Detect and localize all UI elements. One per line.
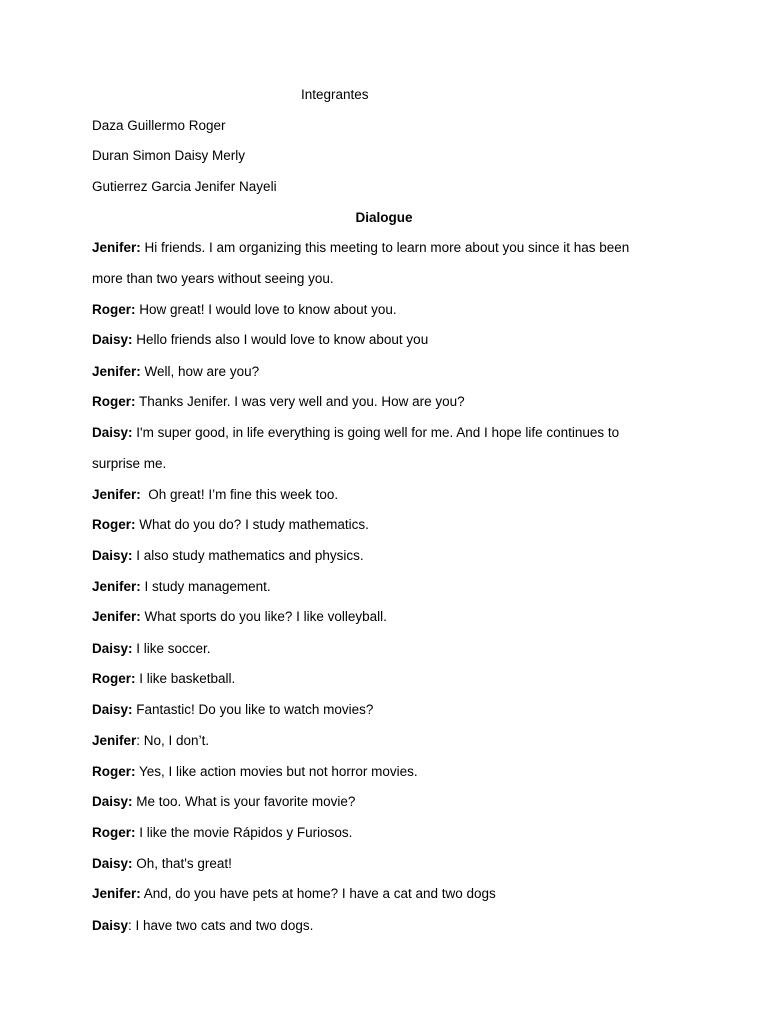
member-name: Duran Simon Daisy Merly xyxy=(92,148,246,163)
speaker-name: Roger: xyxy=(92,517,136,532)
dialogue-line xyxy=(92,516,369,534)
dialogue-text: Thanks Jenifer. I was very well and you. How are you? xyxy=(135,394,465,409)
dialogue-line xyxy=(92,331,428,349)
dialogue-text: Well, how are you? xyxy=(140,364,260,379)
speaker-name: Daisy: xyxy=(92,548,133,563)
dialogue-text: I study management. xyxy=(140,579,271,594)
speaker-name: Jenifer: xyxy=(92,364,141,379)
dialogue-text: I'm super good, in life everything is going well for me. And I hope life continues to xyxy=(132,425,620,440)
dialogue-heading: Dialogue xyxy=(355,210,413,225)
dialogue-line xyxy=(92,455,166,473)
dialogue-line xyxy=(92,608,387,626)
dialogue-text: I like the movie Rápidos y Furiosos. xyxy=(135,825,353,840)
dialogue-line xyxy=(92,547,364,565)
dialogue-text: Fantastic! Do you like to watch movies? xyxy=(132,702,374,717)
speaker-name: Jenifer: xyxy=(92,487,141,502)
dialogue-line xyxy=(92,640,211,658)
dialogue-line xyxy=(92,917,313,935)
speaker-name: Daisy: xyxy=(92,702,133,717)
dialogue-text: How great! I would love to know about you. xyxy=(135,302,397,317)
dialogue-text: I also study mathematics and physics. xyxy=(132,548,364,563)
speaker-name: Roger: xyxy=(92,302,136,317)
dialogue-line xyxy=(92,486,338,504)
dialogue-line xyxy=(92,732,209,750)
dialogue-line xyxy=(92,701,373,719)
dialogue-line xyxy=(92,301,397,319)
dialogue-text: And, do you have pets at home? I have a cat and two dogs xyxy=(140,886,496,901)
dialogue-text: I like basketball. xyxy=(135,671,236,686)
dialogue-line xyxy=(92,578,271,596)
speaker-name: Jenifer: xyxy=(92,609,141,624)
dialogue-text: : No, I don’t. xyxy=(136,733,210,748)
speaker-name: Roger: xyxy=(92,671,136,686)
dialogue-text: Oh, that's great! xyxy=(132,856,232,871)
speaker-name: Daisy: xyxy=(92,794,133,809)
speaker-name: Daisy: xyxy=(92,641,133,656)
dialogue-line xyxy=(92,393,465,411)
dialogue-line xyxy=(92,885,496,903)
dialogue-line xyxy=(92,855,232,873)
speaker-name: Jenifer: xyxy=(92,886,141,901)
dialogue-text: I like soccer. xyxy=(132,641,211,656)
dialogue-text: surprise me. xyxy=(92,456,167,471)
dialogue-line xyxy=(92,763,418,781)
speaker-name: Jenifer xyxy=(92,733,137,748)
dialogue-line xyxy=(92,239,629,257)
speaker-name: Roger: xyxy=(92,394,136,409)
dialogue-text: Hello friends also I would love to know about you xyxy=(132,332,429,347)
speaker-name: Jenifer: xyxy=(92,579,141,594)
dialogue-text: Yes, I like action movies but not horror movies. xyxy=(135,764,418,779)
dialogue-line xyxy=(92,363,259,381)
dialogue-text: : I have two cats and two dogs. xyxy=(128,918,314,933)
speaker-name: Daisy: xyxy=(92,332,133,347)
dialogue-line xyxy=(92,793,355,811)
dialogue-line xyxy=(92,670,235,688)
member-name: Gutierrez Garcia Jenifer Nayeli xyxy=(92,179,277,194)
dialogue-text: What do you do? I study mathematics. xyxy=(135,517,369,532)
speaker-name: Daisy xyxy=(92,918,129,933)
speaker-name: Roger: xyxy=(92,825,136,840)
dialogue-line xyxy=(92,424,619,442)
dialogue-line xyxy=(92,270,334,288)
dialogue-text: Oh great! I’m fine this week too. xyxy=(140,487,339,502)
dialogue-text: more than two years without seeing you. xyxy=(92,271,334,286)
speaker-name: Roger: xyxy=(92,764,136,779)
document-title: Integrantes xyxy=(301,87,369,102)
dialogue-line xyxy=(92,824,352,842)
dialogue-text: What sports do you like? I like volleyball. xyxy=(140,609,387,624)
dialogue-text: Hi friends. I am organizing this meeting to learn more about you since it has been xyxy=(140,240,630,255)
dialogue-text: Me too. What is your favorite movie? xyxy=(132,794,356,809)
speaker-name: Daisy: xyxy=(92,425,133,440)
speaker-name: Jenifer: xyxy=(92,240,141,255)
speaker-name: Daisy: xyxy=(92,856,133,871)
member-name: Daza Guillermo Roger xyxy=(92,118,226,133)
